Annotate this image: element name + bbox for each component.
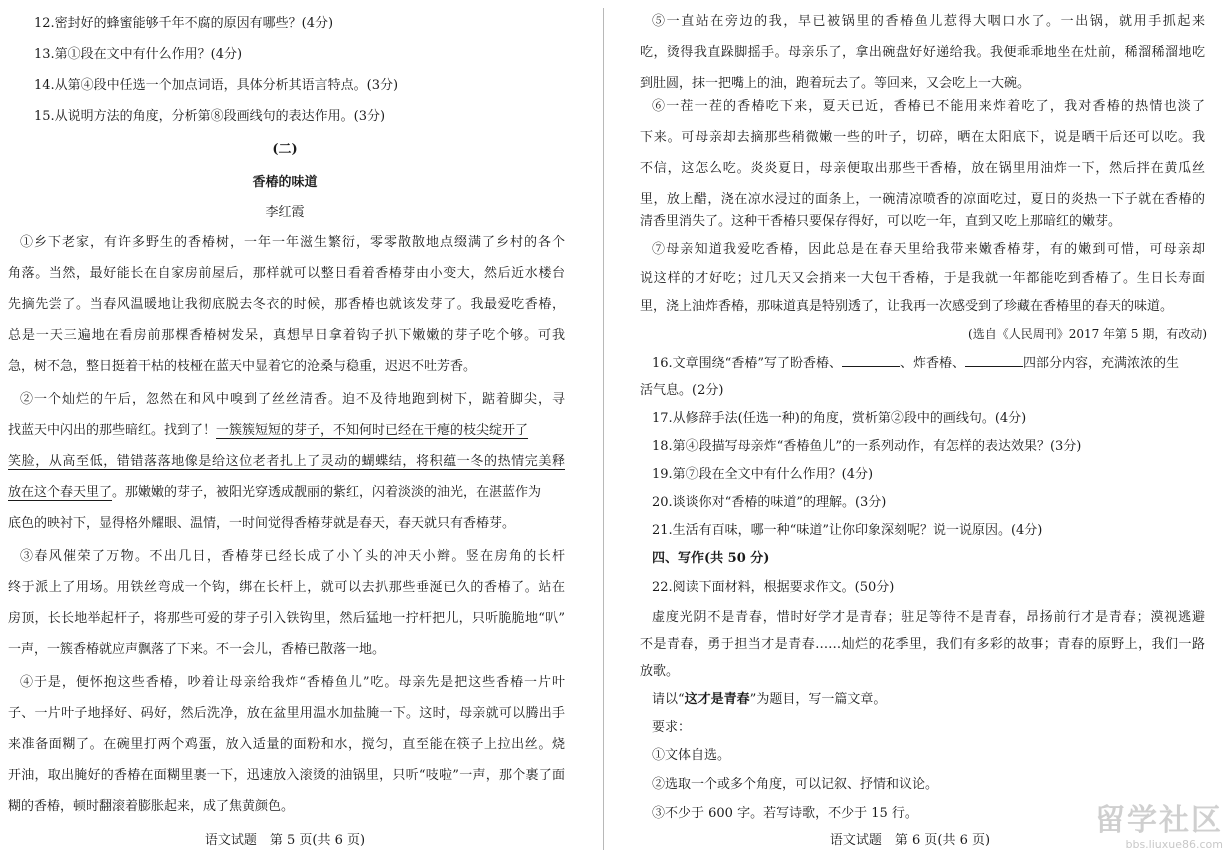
material-line: 放歌。: [640, 664, 680, 679]
site-watermark: [1033, 804, 1223, 856]
paragraph-5-line: 到肚圆，抹一把嘴上的油，跑着玩去了。等回来，又会吃上一大碗。: [640, 76, 1031, 91]
question-16-text: 四部分内容，充满浓浓的生: [1022, 356, 1179, 371]
paragraph-7-line: 说这样的才好吃；过几天又会捎来一大包干香椿，于是我就一年都能吃到香椿了。生日长寿面: [640, 271, 1205, 286]
section-heading: (二): [272, 142, 298, 157]
requirement-2: ②选取一个或多个角度，可以记叙、抒情和议论。: [652, 777, 939, 792]
answer-blank[interactable]: [965, 353, 1023, 367]
paragraph-3-line: 终于派上了用场。用铁丝弯成一个钩，绑在长杆上，就可以去扒那些垂涎已久的香椿了。站在: [8, 580, 565, 595]
paragraph-2-line: ②一个灿烂的午后，忽然在和风中嗅到了丝丝清香。迫不及待地跑到树下，踮着脚尖，寻: [20, 392, 565, 407]
paragraph-1-line: 总是一天三遍地在看房前那棵香椿树发呆，真想早日拿着钩子扒下嫩嫩的芽子吃个够。可我: [8, 328, 565, 343]
paragraph-3-line: 一声，一簇香椿就应声飘落了下来。不一会儿，香椿已散落一地。: [8, 642, 386, 657]
writing-prompt-text: ”为题目，写一篇文章。: [749, 692, 887, 707]
exam-page-5: [0, 0, 600, 860]
paragraph-2-text: 找蓝天中闪出的那些暗红。找到了！: [8, 423, 217, 438]
paragraph-2-line: [8, 422, 528, 440]
question-21: 21.生活有百味，哪一种“味道”让你印象深刻呢？说一说原因。(4分): [652, 523, 1043, 538]
answer-blank[interactable]: [842, 353, 900, 367]
paragraph-5-line: ⑤一直站在旁边的我，早已被锅里的香椿鱼儿惹得大咽口水了。一出锅，就用手抓起来: [652, 14, 1205, 29]
paragraph-7-line: ⑦母亲知道我爱吃香椿，因此总是在春天里给我带来嫩香椿芽，有的嫩到可惜，可母亲却: [652, 242, 1205, 257]
question-14: 14.从第④段中任选一个加点词语，具体分析其语言特点。(3分): [34, 78, 399, 93]
question-16: [652, 353, 1179, 373]
paragraph-4-line: ④于是，便怀抱这些香椿，吵着让母亲给我炸“香椿鱼儿”吃。母亲先是把这些香椿一片叶: [20, 675, 565, 690]
question-13: 13.第①段在文中有什么作用？(4分): [34, 47, 243, 62]
question-17: 17.从修辞手法(任选一种)的角度，赏析第②段中的画线句。(4分): [652, 411, 1027, 426]
question-15: 15.从说明方法的角度，分析第⑧段画线句的表达作用。(3分): [34, 109, 386, 124]
underlined-sentence: 一簇簇短短的芽子，不知何时已经在干瘪的枝尖绽开了: [216, 423, 529, 438]
question-16-text: 、炸香椿、: [899, 356, 965, 371]
question-19: 19.第⑦段在全文中有什么作用？(4分): [652, 467, 874, 482]
paragraph-6-line: ⑥一茬一茬的香椿吃下来，夏天已近，香椿已不能用来炸着吃了，我对香椿的热情也淡了: [652, 99, 1205, 114]
question-20: 20.谈谈你对“香椿的味道”的理解。(3分): [652, 495, 887, 510]
requirement-1: ①文体自选。: [652, 748, 731, 763]
paragraph-1-line: ①乡下老家，有许多野生的香椿树，一年一年滋生繁衍，零零散散地点缀满了乡村的各个: [20, 235, 565, 250]
page-footer: 语文试题 第 6 页(共 6 页): [829, 833, 991, 848]
paragraph-6-line: 不信，这怎么吃。炎炎夏日，母亲便取出那些干香椿，放在锅里用油炸一下，然后拌在黄瓜丝: [640, 161, 1205, 176]
question-16-cont: 活气息。(2分): [640, 383, 724, 398]
exam-page-6: [610, 0, 1227, 860]
paragraph-3-line: ③春风催荣了万物。不出几日，香椿芽已经长成了小丫头的冲天小辫。竖在房角的长杆: [20, 549, 565, 564]
section-4-heading: 四、写作(共 50 分): [652, 551, 770, 566]
paragraph-6-line: 清香里消失了。这种干香椿只要保存得好，可以吃一年，直到又吃上那暗红的嫩芽。: [640, 214, 1122, 229]
material-line: 不是青春，勇于担当才是青春……灿烂的花季里，我们有多彩的故事；青春的原野上，我们一路: [640, 637, 1205, 652]
question-12: 12.密封好的蜂蜜能够千年不腐的原因有哪些？(4分): [34, 16, 334, 31]
paragraph-6-line: 下来。可母亲却去摘那些稍微嫩一些的叶子，切碎，晒在太阳底下，说是晒干后还可以吃。我: [640, 130, 1205, 145]
paragraph-2-line: 底色的映衬下，显得格外耀眼、温情，一时间觉得香椿芽就是春天，春天就只有香椿芽。: [8, 516, 516, 531]
paragraph-2-text: 。那嫩嫩的芽子，被阳光穿透成靓丽的紫红，闪着淡淡的油光，在湛蓝作为: [112, 485, 542, 500]
article-title: 香椿的味道: [252, 175, 318, 190]
writing-prompt-text: 请以“: [652, 692, 685, 707]
requirements-label: 要求：: [652, 720, 692, 735]
underlined-sentence: 笑脸，从高至低，错错落落地像是给这位老者扎上了灵动的蝴蝶结，将积蕴一冬的热情完美释: [8, 454, 565, 469]
requirement-3: ③不少于 600 字。若写诗歌，不少于 15 行。: [652, 806, 918, 821]
material-line: 虚度光阴不是青春，惜时好学才是青春；驻足等待不是青春，昂扬前行才是青春；漠视逃避: [652, 610, 1205, 625]
paragraph-3-line: 房顶，长长地举起杆子，将那些可爱的芽子引入铁钩里，然后猛地一拧杆把儿，只听脆脆地“叭”: [8, 611, 565, 626]
article-source: (选自《人民周刊》2017 年第 5 期，有改动): [968, 327, 1207, 341]
page-divider: [603, 8, 604, 850]
paragraph-4-line: 来准备面糊了。在碗里打两个鸡蛋，放入适量的面粉和水，搅匀，直至能在筷子上拉出丝。烧: [8, 737, 565, 752]
question-16-text: 16.文章围绕“香椿”写了盼香椿、: [652, 356, 842, 371]
paragraph-4-line: 开油，取出腌好的香椿在面糊里裹一下，迅速放入滚烫的油锅里，只听“吱啦”一声，那个裹了面: [8, 768, 565, 783]
paragraph-1-line: 急，树不急，整日挺着干枯的枝桠在蓝天中显着它的沧桑与稳重，迟迟不吐芳香。: [8, 359, 477, 374]
paragraph-4-line: 糊的香椿，顿时翻滚着膨胀起来，成了焦黄颜色。: [8, 799, 295, 814]
watermark-url: bbs.liuxue86.com: [1125, 838, 1223, 851]
article-author: 李红霞: [265, 205, 305, 220]
watermark-logo: 留学社区: [1095, 803, 1223, 838]
paragraph-6-line: 里，放上醋，浇在凉水浸过的面条上，一碗清凉喷香的凉面吃过，夏日的炎热一下子就在香椿的: [640, 192, 1205, 207]
essay-title: 这才是青春: [684, 692, 750, 707]
writing-prompt: [652, 691, 886, 709]
paragraph-1-line: 角落。当然，最好能长在自家房前屋后，那样就可以整日看着香椿芽由小变大，然后近水楼台: [8, 266, 565, 281]
question-18: 18.第④段描写母亲炸“香椿鱼儿”的一系列动作，有怎样的表达效果？(3分): [652, 439, 1082, 454]
paragraph-2-line: [8, 484, 541, 502]
paragraph-5-line: 吃，烫得我直跺脚摇手。母亲乐了，拿出碗盘好好递给我。我便乖乖地坐在灶前，稀溜稀溜地吃: [640, 45, 1205, 60]
paragraph-7-line: 里，浇上油炸香椿，那味道真是特别透了，让我再一次感受到了珍藏在香椿里的春天的味道。: [640, 299, 1174, 314]
underlined-sentence: 放在这个春天里了: [8, 485, 113, 500]
question-22: 22.阅读下面材料，根据要求作文。(50分): [652, 580, 895, 595]
page-footer: 语文试题 第 5 页(共 6 页): [204, 833, 366, 848]
paragraph-4-line: 子、一片叶子地择好、码好，然后洗净，放在盆里用温水加盐腌一下。这时，母亲就可以腾出手: [8, 706, 565, 721]
paragraph-1-line: 先摘先尝了。当春风温暖地让我彻底脱去冬衣的时候，那香椿也就该发芽了。我最爱吃香椿，: [8, 297, 565, 312]
